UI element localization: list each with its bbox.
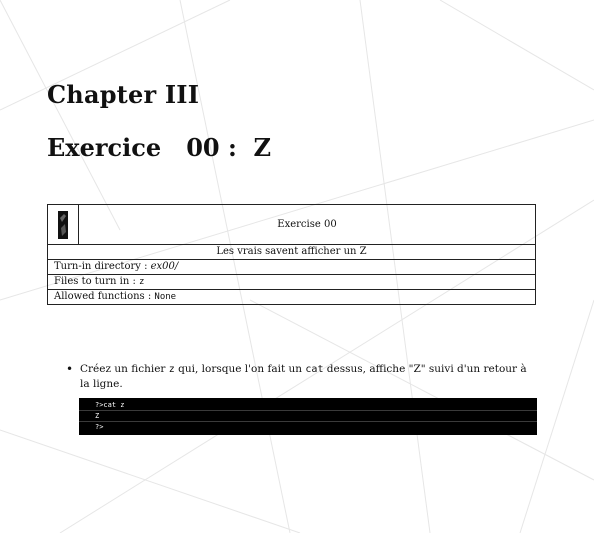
table-row xyxy=(48,245,536,260)
instruction-text xyxy=(80,363,527,390)
terminal-example xyxy=(79,398,537,435)
allowed-functions-label: Allowed functions : xyxy=(54,291,155,302)
instruction-part-3: dessus, affiche "Z" suivi d'un retour à la ligne. xyxy=(80,363,527,390)
instruction-code-command: cat xyxy=(305,364,324,375)
table-row xyxy=(48,290,536,305)
files-value: z xyxy=(139,277,145,287)
exercise-label: Exercise 00 xyxy=(79,205,536,245)
exercise-info-table xyxy=(47,204,536,305)
turnin-directory-cell xyxy=(48,260,536,275)
turnin-directory-value: ex00/ xyxy=(150,261,179,272)
files-to-turn-in-cell xyxy=(48,275,536,290)
terminal-line: Z xyxy=(79,411,537,422)
exercise-subtitle: Les vrais savent afficher un Z xyxy=(48,245,536,260)
terminal-line: ?> xyxy=(95,423,104,431)
allowed-functions-value: None xyxy=(154,292,177,302)
instruction-part-1: Créez un fichier xyxy=(80,363,169,375)
instruction-code-filename: z xyxy=(168,364,175,375)
table-row xyxy=(48,260,536,275)
files-label: Files to turn in : xyxy=(54,276,140,287)
terminal-line: ?>cat z xyxy=(79,400,537,411)
instruction-list-item xyxy=(66,362,537,392)
bullet-icon: • xyxy=(66,362,74,376)
chapter-title: Chapter III xyxy=(47,80,200,109)
logo-cell xyxy=(48,205,79,245)
exercise-title: Exercice 00 : Z xyxy=(47,133,272,162)
allowed-functions-cell xyxy=(48,290,536,305)
table-row xyxy=(48,275,536,290)
table-header-row xyxy=(48,205,536,245)
turnin-directory-label: Turn-in directory : xyxy=(54,261,151,272)
instruction-part-2: qui, lorsque l'on fait un xyxy=(174,363,306,375)
school-logo-icon xyxy=(57,210,69,240)
